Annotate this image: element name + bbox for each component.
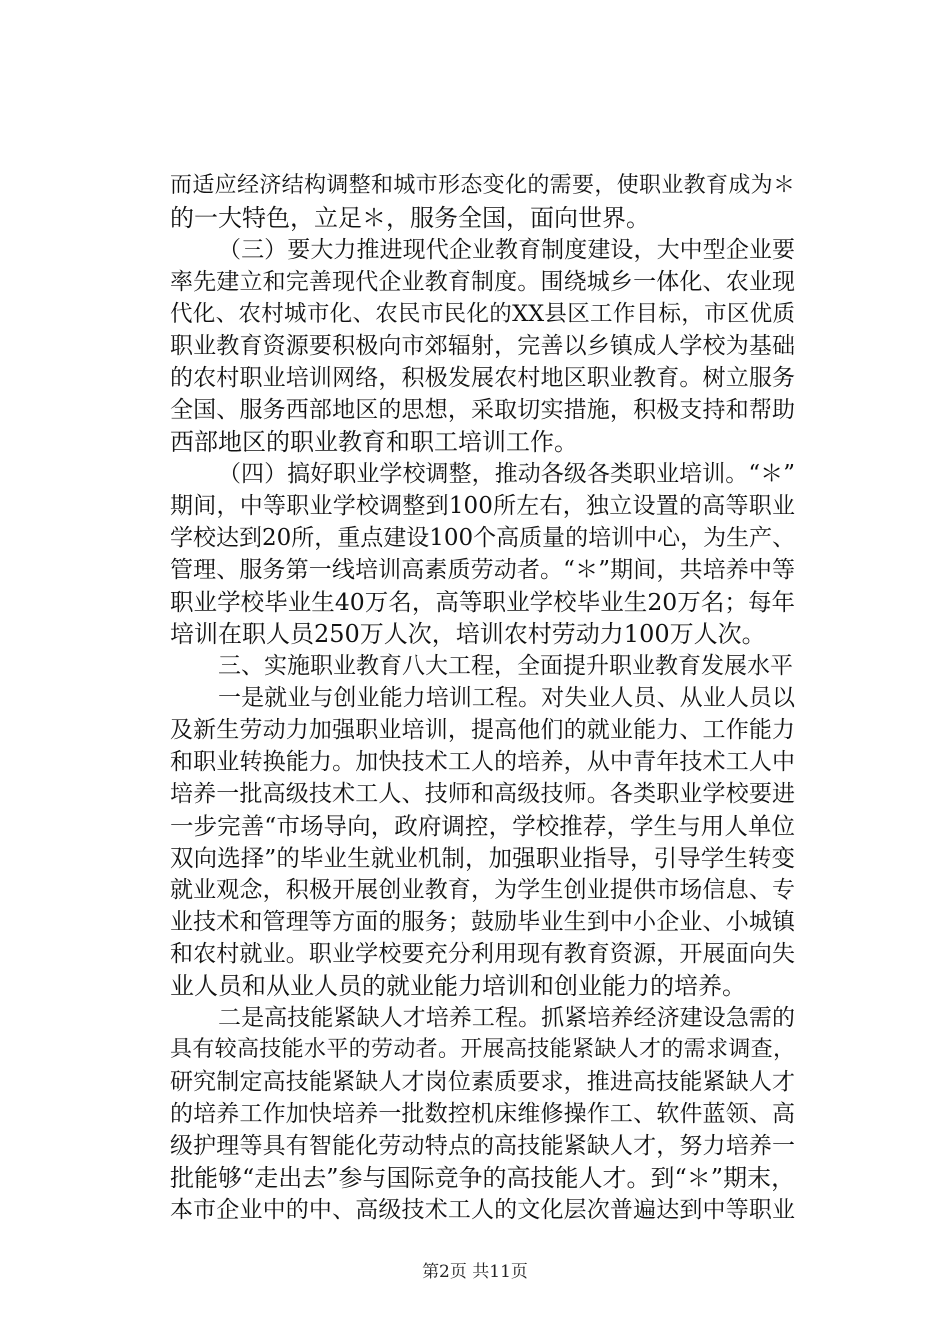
text-line: 业技术和管理等方面的服务；鼓励毕业生到中小企业、小城镇 bbox=[170, 909, 795, 935]
text-line: 具有较高技能水平的劳动者。开展高技能紧缺人才的需求调查， bbox=[170, 1037, 795, 1062]
text-line: （三）要大力推进现代企业教育制度建设，大中型企业要 bbox=[218, 237, 795, 263]
page-footer: 第2页 共11页 bbox=[422, 1262, 528, 1282]
text-line: 的培养工作加快培养一批数控机床维修操作工、软件蓝领、高 bbox=[170, 1101, 795, 1127]
text-line: 研究制定高技能紧缺人才岗位素质要求，推进高技能紧缺人才 bbox=[170, 1069, 795, 1095]
text-line: 一是就业与创业能力培训工程。对失业人员、从业人员以 bbox=[218, 685, 795, 711]
text-line: 和农村就业。职业学校要充分利用现有教育资源，开展面向失 bbox=[170, 941, 795, 967]
text-line: 代化、农村城市化、农民市民化的XX县区工作目标，市区优质 bbox=[170, 301, 795, 327]
text-line: 全国、服务西部地区的思想，采取切实措施，积极支持和帮助 bbox=[170, 397, 795, 423]
document-body bbox=[170, 170, 795, 1226]
text-line: 本市企业中的中、高级技术工人的文化层次普遍达到中等职业 bbox=[170, 1197, 795, 1223]
text-line: 批能够“走出去”参与国际竞争的高技能人才。到“＊”期末， bbox=[170, 1164, 796, 1192]
text-line: 培训在职人员250万人次，培训农村劳动力100万人次。 bbox=[170, 620, 766, 648]
text-line: 职业学校毕业生40万名，高等职业学校毕业生20万名；每年 bbox=[170, 588, 795, 616]
text-line: 培养一批高级技术工人、技师和高级技师。各类职业学校要进 bbox=[170, 781, 795, 807]
text-line: 级护理等具有智能化劳动特点的高技能紧缺人才，努力培养一 bbox=[170, 1133, 795, 1159]
text-line: 双向选择”的毕业生就业机制，加强职业指导，引导学生转变 bbox=[170, 844, 795, 872]
text-line: 率先建立和完善现代企业教育制度。围绕城乡一体化、农业现 bbox=[170, 269, 795, 295]
text-line: 三、实施职业教育八大工程，全面提升职业教育发展水平 bbox=[218, 653, 793, 679]
text-line: 和职业转换能力。加快技术工人的培养，从中青年技术工人中 bbox=[170, 749, 795, 775]
text-line: （四）搞好职业学校调整，推动各级各类职业培训。“＊” bbox=[218, 461, 795, 487]
text-line: 期间，中等职业学校调整到100所左右，独立设置的高等职业 bbox=[170, 493, 795, 519]
text-line: 学校达到20所，重点建设100个高质量的培训中心，为生产、 bbox=[170, 525, 796, 551]
text-line: 的农村职业培训网络，积极发展农村地区职业教育。树立服务 bbox=[170, 365, 795, 391]
text-line: 职业教育资源要积极向市郊辐射，完善以乡镇成人学校为基础 bbox=[170, 333, 795, 359]
text-line: 一步完善“市场导向，政府调控，学校推荐，学生与用人单位 bbox=[170, 812, 795, 840]
text-line: 就业观念，积极开展创业教育，为学生创业提供市场信息、专 bbox=[170, 877, 795, 903]
text-line: 管理、服务第一线培训高素质劳动者。“＊”期间，共培养中等 bbox=[170, 557, 795, 583]
text-line: 而适应经济结构调整和城市形态变化的需要，使职业教育成为＊ bbox=[170, 173, 795, 198]
text-line: 二是高技能紧缺人才培养工程。抓紧培养经济建设急需的 bbox=[218, 1005, 795, 1031]
text-line: 西部地区的职业教育和职工培训工作。 bbox=[170, 428, 578, 456]
text-line: 及新生劳动力加强职业培训，提高他们的就业能力、工作能力 bbox=[170, 717, 795, 743]
text-line: 的一大特色，立足＊，服务全国，面向世界。 bbox=[170, 204, 650, 232]
text-line: 业人员和从业人员的就业能力培训和创业能力的培养。 bbox=[170, 972, 746, 1000]
